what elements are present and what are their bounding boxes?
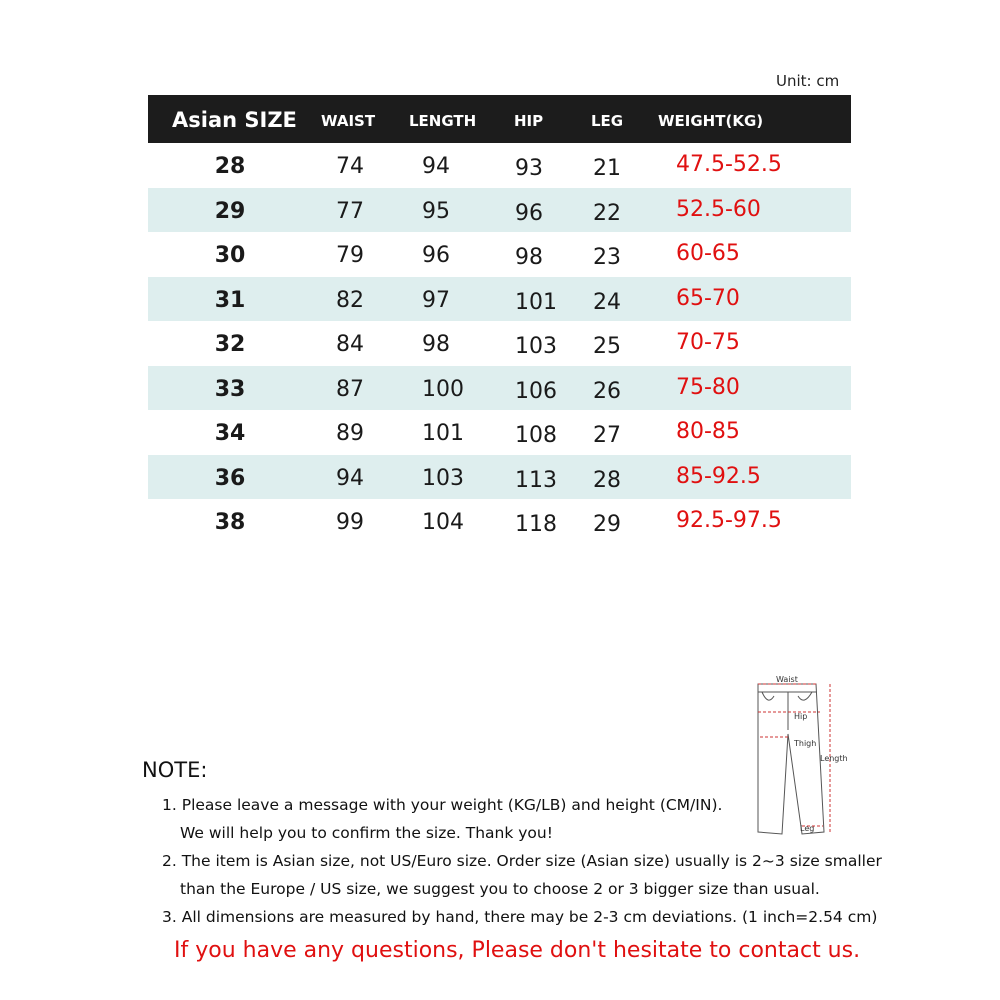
cell-length: 101: [422, 421, 464, 446]
cell-length: 104: [422, 510, 464, 535]
note-line-3: 3. All dimensions are measured by hand, there may be 2-3 cm deviations. (1 inch=2.54 cm): [162, 908, 878, 926]
cell-leg: 29: [593, 512, 621, 537]
cell-size: 38: [214, 510, 246, 535]
cell-weight: 85-92.5: [676, 463, 761, 489]
cell-weight: 60-65: [676, 241, 740, 266]
cell-leg: 26: [593, 378, 621, 404]
cell-leg: 25: [593, 334, 621, 359]
cell-size: 28: [214, 154, 246, 179]
cell-leg: 28: [593, 467, 621, 493]
cell-weight: 47.5-52.5: [676, 152, 782, 177]
cell-weight: 52.5-60: [676, 196, 761, 222]
cell-size: 33: [214, 376, 246, 402]
note-line-1-cont: We will help you to confirm the size. Thank you!: [180, 824, 553, 842]
cell-leg: 23: [593, 245, 621, 270]
table-row: [148, 143, 851, 188]
cell-waist: 79: [336, 243, 364, 268]
length-label: Length: [820, 754, 848, 763]
cell-hip: 103: [515, 334, 557, 359]
header-leg: LEG: [591, 112, 624, 130]
cell-waist: 89: [336, 421, 364, 446]
table-header: [148, 95, 851, 143]
cell-length: 97: [422, 287, 450, 313]
header-weight: WEIGHT(KG): [658, 112, 764, 130]
cell-hip: 93: [515, 156, 543, 181]
cell-length: 96: [422, 243, 450, 268]
cell-size: 29: [214, 198, 246, 224]
thigh-label: Thigh: [794, 739, 817, 748]
cell-waist: 74: [336, 154, 364, 179]
table-row: [148, 321, 851, 366]
cell-hip: 101: [515, 289, 557, 315]
cell-weight: 92.5-97.5: [676, 508, 782, 533]
table-row: [148, 410, 851, 455]
cell-weight: 75-80: [676, 374, 740, 400]
cell-hip: 113: [515, 467, 557, 493]
cell-leg: 22: [593, 200, 621, 226]
cell-hip: 108: [515, 423, 557, 448]
cell-size: 31: [214, 287, 246, 313]
header-hip: HIP: [514, 112, 544, 130]
note-title: NOTE:: [142, 758, 208, 782]
note-line-2-cont: than the Europe / US size, we suggest you to choose 2 or 3 bigger size than usual.: [180, 880, 820, 898]
table-row: [148, 188, 851, 233]
cell-waist: 87: [336, 376, 364, 402]
cell-length: 94: [422, 154, 450, 179]
cell-hip: 98: [515, 245, 543, 270]
header-length: LENGTH: [409, 112, 477, 130]
cell-length: 98: [422, 332, 450, 357]
table-row: [148, 277, 851, 322]
cell-length: 95: [422, 198, 450, 224]
cell-waist: 82: [336, 287, 364, 313]
cell-waist: 94: [336, 465, 364, 491]
cell-size: 30: [214, 243, 246, 268]
cell-size: 36: [214, 465, 246, 491]
header-asian-size: Asian SIZE: [172, 108, 297, 132]
cell-hip: 118: [515, 512, 557, 537]
table-row: [148, 366, 851, 411]
hip-label: Hip: [794, 712, 808, 721]
cell-weight: 80-85: [676, 419, 740, 444]
note-line-2: 2. The item is Asian size, not US/Euro size. Order size (Asian size) usually is 2~3 size smaller: [162, 852, 882, 870]
table-row: [148, 499, 851, 544]
cell-leg: 24: [593, 289, 621, 315]
leg-label: Leg: [800, 824, 815, 833]
cell-length: 100: [422, 376, 464, 402]
cell-weight: 65-70: [676, 285, 740, 311]
cell-waist: 99: [336, 510, 364, 535]
size-chart-table: [148, 95, 851, 544]
header-waist: WAIST: [321, 112, 376, 130]
table-row: [148, 232, 851, 277]
cell-hip: 96: [515, 200, 543, 226]
contact-message: If you have any questions, Please don't hesitate to contact us.: [174, 938, 861, 963]
cell-size: 32: [214, 332, 246, 357]
cell-length: 103: [422, 465, 464, 491]
table-row: [148, 455, 851, 500]
cell-leg: 27: [593, 423, 621, 448]
trouser-measurement-diagram: [738, 672, 858, 842]
trouser-outline: [758, 684, 824, 834]
note-line-1: 1. Please leave a message with your weight (KG/LB) and height (CM/IN).: [162, 796, 723, 814]
cell-size: 34: [214, 421, 246, 446]
unit-label: Unit: cm: [776, 72, 840, 90]
waist-label: Waist: [776, 675, 798, 684]
cell-weight: 70-75: [676, 330, 740, 355]
cell-waist: 84: [336, 332, 364, 357]
cell-waist: 77: [336, 198, 364, 224]
cell-hip: 106: [515, 378, 557, 404]
cell-leg: 21: [593, 156, 621, 181]
pocket-right: [798, 692, 812, 700]
pocket-left: [762, 692, 774, 700]
